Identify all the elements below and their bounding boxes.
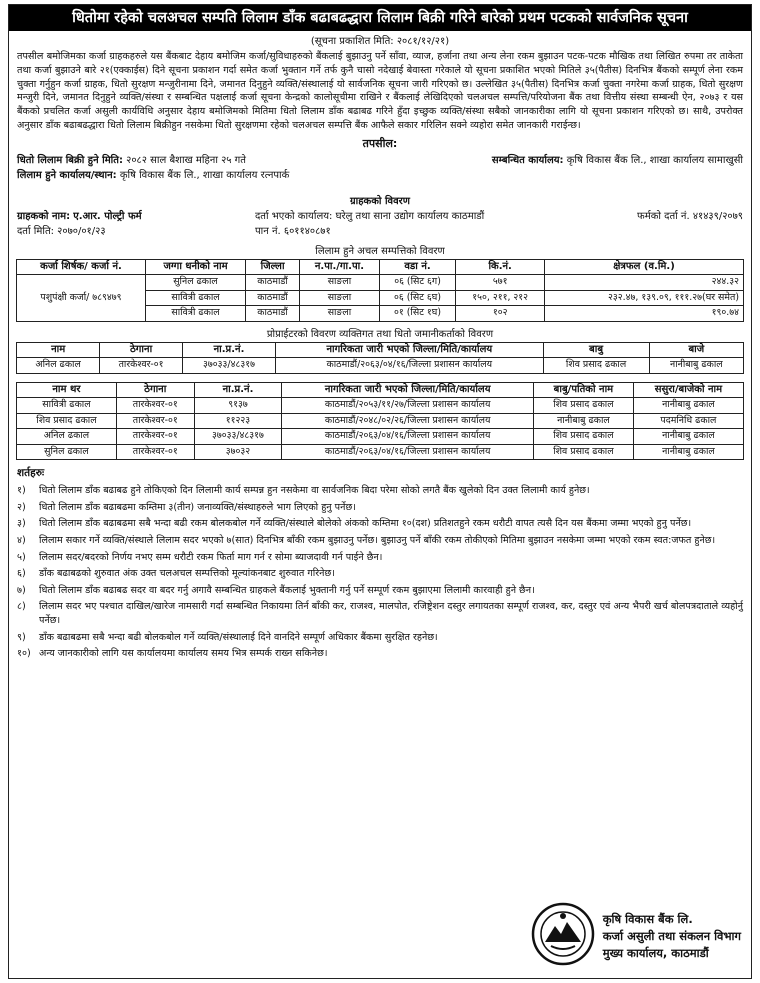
footer-signature bbox=[531, 902, 741, 970]
table-cell: काठमाडौं/२०६३/०४/१६/जिल्ला प्रशासन कार्यालय bbox=[282, 444, 534, 460]
bank-logo-icon bbox=[531, 902, 595, 970]
publication-date: (सूचना प्रकाशित मिति: २०८१/१२/२१) bbox=[310, 36, 450, 47]
term-number: ८) bbox=[17, 601, 26, 613]
property-header: क्षेत्रफल (व.मि.) bbox=[545, 259, 744, 275]
auction-place-label: लिलाम हुने कार्यालय/स्थान: bbox=[17, 169, 117, 181]
table-row bbox=[17, 444, 744, 460]
term-item bbox=[17, 534, 743, 548]
term-text: धितो लिलाम डाँक बढाबढमा सबै भन्दा बढी रकम बोलकबोल गर्ने व्यक्ति/संस्थाले बोलेको अंकको कम्तिमा १०(दश) प्रतिशतहुने रकम धरौटी वापत त्यसै दिन यस बैंकमा जम्मा भएको हुनु पर्नेछ। bbox=[39, 518, 692, 530]
table-cell: ०१ (सिट १घ) bbox=[379, 306, 456, 322]
loan-title-cell: पशुपंक्षी कर्जा/ ७८९४७९ bbox=[17, 275, 146, 322]
table-cell: तारकेश्वर-०१ bbox=[116, 398, 194, 414]
term-text: डाँक बढाबढमा सबै भन्दा बढी बोलकबोल गर्ने व्यक्ति/संस्थालाई दिने वानदिने सम्पूर्ण अधिकार बैंकमा सुरक्षित रहनेछ। bbox=[39, 631, 438, 643]
table-cell: नानीबाबु ढकाल bbox=[633, 429, 743, 445]
table-cell: ५७१ bbox=[456, 275, 545, 291]
table-cell: सुनिल ढकाल bbox=[17, 444, 117, 460]
property-header: जिल्ला bbox=[246, 259, 300, 275]
proprietor-header: नाम bbox=[17, 342, 100, 358]
term-text: धितो लिलाम डाँक बढाबढ सदर वा बदर गर्नु अगावै सम्बन्धित ग्राहकले बैंकलाई भुक्तानी गर्नु पर्ने सम्पूर्ण रकम बुझाएमा लिलामी कारवाही हुने छैन। bbox=[39, 584, 535, 596]
borrower-firm-reg-no: फर्मको दर्ता नं. ४१४३९/२०७९ bbox=[637, 210, 743, 222]
term-number: ९) bbox=[17, 631, 26, 643]
term-text: लिलाम सदर भए पश्चात दाखिल/खारेज नामसारी गर्दा सम्बन्धित निकायमा तिर्न बाँकी कर, राजश्व, मालपोत, रजिष्ट्रेशन दस्तुर लगायतका सम्पूर्ण राजश्व, कर, दस्तुर एवं अन्य भैपरी खर्च बोलपत्रदाताले व्यहोर्नु पर्नेछ। bbox=[39, 601, 743, 627]
tapasil-heading: तपसील: bbox=[362, 136, 398, 150]
table-cell: शिव प्रसाद ढकाल bbox=[543, 358, 649, 374]
term-number: ४) bbox=[17, 535, 26, 547]
property-header: कर्जा शिर्षक/ कर्जा नं. bbox=[17, 259, 146, 275]
proprietor-header: ठेगाना bbox=[100, 342, 183, 358]
proprietor-header: बाबु bbox=[543, 342, 649, 358]
sale-info-row bbox=[9, 153, 751, 168]
term-item bbox=[17, 567, 743, 581]
table-cell: अनिल ढकाल bbox=[17, 358, 100, 374]
table-cell: शिव प्रसाद ढकाल bbox=[17, 413, 117, 429]
term-text: लिलाम सकार गर्ने व्यक्ति/संस्थाले लिलाम सदर भएको ७(सात) दिनभित्र बाँकी रकम बुझाउनु पर्नेछ। बुझाउनु पर्ने बाँकी रकम तोकीएको मितिमा बुझाउन नसकेमा जम्मा भएको रकम स्वत:जफत हुनेछ। bbox=[39, 535, 716, 547]
borrower-reg-date: दर्ता मिति: २०७०/०१/२३ bbox=[17, 225, 106, 237]
auction-place-row bbox=[9, 168, 751, 183]
guarantor-table bbox=[16, 382, 744, 461]
property-header: न.पा./गा.पा. bbox=[300, 259, 380, 275]
term-item bbox=[17, 631, 743, 645]
term-item bbox=[17, 551, 743, 565]
term-number: ५) bbox=[17, 551, 26, 563]
table-cell: तारकेश्वर-०१ bbox=[116, 429, 194, 445]
term-number: १०) bbox=[17, 648, 31, 660]
table-cell: १०२ bbox=[456, 306, 545, 322]
term-number: ३) bbox=[17, 518, 26, 530]
table-row bbox=[17, 275, 744, 291]
table-cell: नानीबाबु ढकाल bbox=[533, 413, 633, 429]
proprietor-heading: प्रोप्राईटरको विवरण व्यक्तिगत तथा धितो जमानीकर्ताको विवरण bbox=[266, 328, 494, 340]
related-office-label: सम्बन्धित कार्यालय: bbox=[491, 154, 564, 166]
property-header: वडा नं. bbox=[379, 259, 456, 275]
table-cell: काठमाडौं bbox=[246, 275, 300, 291]
term-text: धितो लिलाम डाँक बढाबढमा कम्तिमा ३(तीन) जनाव्यक्ति/संस्थाहरुले भाग लिएको हुनु पर्नेछ। bbox=[39, 501, 356, 513]
table-cell: सावित्री ढकाल bbox=[146, 290, 246, 306]
table-row bbox=[17, 429, 744, 445]
notice-page bbox=[8, 4, 752, 979]
table-cell: ३७०३३/४८३१७ bbox=[182, 358, 275, 374]
property-table bbox=[16, 259, 744, 322]
table-cell: तारकेश्वर-०१ bbox=[100, 358, 183, 374]
table-cell: सावित्री ढकाल bbox=[17, 398, 117, 414]
proprietor-header: बाजे bbox=[649, 342, 743, 358]
term-number: १) bbox=[17, 485, 26, 497]
proprietor-header: नागरिकता जारी भएको जिल्ला/मिति/कार्यालय bbox=[276, 342, 543, 358]
footer-bank-name: कृषि विकास बैंक लि. bbox=[602, 911, 693, 926]
borrower-pan: पान नं. ६०११४०८७१ bbox=[255, 225, 331, 237]
guarantor-header: नाम थर bbox=[17, 382, 117, 398]
table-cell: शिव प्रसाद ढकाल bbox=[533, 444, 633, 460]
table-cell: तारकेश्वर-०१ bbox=[116, 413, 194, 429]
table-cell: काठमाडौं/२०४८/०२/२६/जिल्ला प्रशासन कार्यालय bbox=[282, 413, 534, 429]
table-cell: तारकेश्वर-०१ bbox=[116, 444, 194, 460]
table-cell: काठमाडौं/२०६३/०४/१६/जिल्ला प्रशासन कार्यालय bbox=[282, 429, 534, 445]
guarantor-header: ठेगाना bbox=[116, 382, 194, 398]
borrower-name-value: ए.आर. पोल्ट्री फर्म bbox=[73, 210, 142, 222]
table-cell: पदमनिधि ढकाल bbox=[633, 413, 743, 429]
sale-date-value: २०८२ साल बैशाख महिना २५ गते bbox=[126, 154, 247, 166]
term-number: ७) bbox=[17, 584, 26, 596]
borrower-reg-office: दर्ता भएको कार्यालय: घरेलु तथा साना उद्योग कार्यालय काठमाडौं bbox=[255, 210, 485, 222]
table-cell: शिव प्रसाद ढकाल bbox=[533, 429, 633, 445]
term-number: २) bbox=[17, 501, 26, 513]
table-cell: १९०.७४ bbox=[545, 306, 744, 322]
borrower-name-label: ग्राहकको नाम: bbox=[17, 210, 71, 222]
table-row bbox=[17, 398, 744, 414]
guarantor-header: ना.प्र.नं. bbox=[194, 382, 282, 398]
property-header: जग्गा धनीको नाम bbox=[146, 259, 246, 275]
table-cell: अनिल ढकाल bbox=[17, 429, 117, 445]
term-text: डाँक बढाबढको शुरुवात अंक उक्त चलअचल सम्पत्तिको मूल्यांकनबाट शुरुवात गरिनेछ। bbox=[39, 568, 335, 580]
table-cell: २३२.४७, १३९.०९, १११.२७(घर समेत) bbox=[545, 290, 744, 306]
term-text: धितो लिलाम डाँक बढाबढ हुने तोकिएको दिन लिलामी कार्य सम्पन्न हुन नसकेमा वा सार्वजनिक बिदा परेमा सोको लगतै बैंक खुलेको दिन उक्त लिलामी कार्य हुनेछ। bbox=[39, 485, 590, 497]
table-cell: नानीबाबु ढकाल bbox=[649, 358, 743, 374]
term-item bbox=[17, 501, 743, 515]
table-cell: ११२२३ bbox=[194, 413, 282, 429]
table-cell: साङला bbox=[300, 290, 380, 306]
term-item bbox=[17, 647, 743, 661]
table-cell: २४४.३२ bbox=[545, 275, 744, 291]
borrower-details bbox=[9, 209, 751, 239]
term-item bbox=[17, 600, 743, 627]
term-number: ६) bbox=[17, 568, 26, 580]
table-cell: साङला bbox=[300, 306, 380, 322]
table-cell: काठमाडौं bbox=[246, 290, 300, 306]
sale-date-label: धितो लिलाम बिक्री हुने मिति: bbox=[17, 154, 123, 166]
table-cell: शिव प्रसाद ढकाल bbox=[533, 398, 633, 414]
guarantor-header-row bbox=[17, 382, 744, 398]
table-cell: साङला bbox=[300, 275, 380, 291]
proprietor-header-row bbox=[17, 342, 744, 358]
footer-office: मुख्य कार्यालय, काठमाडौं bbox=[602, 945, 709, 960]
table-cell: ९१३७ bbox=[194, 398, 282, 414]
footer-department: कर्जा असुली तथा संकलन विभाग bbox=[602, 928, 741, 943]
table-cell: काठमाडौं bbox=[246, 306, 300, 322]
terms-heading: शर्तहरुः bbox=[17, 467, 45, 480]
proprietor-header: ना.प्र.नं. bbox=[182, 342, 275, 358]
table-cell: सुनिल ढकाल bbox=[146, 275, 246, 291]
terms-section bbox=[9, 466, 751, 661]
borrower-heading: ग्राहकको विवरण bbox=[349, 195, 410, 207]
term-text: अन्य जानकारीको लागि यस कार्यालयमा कार्यालय समय भित्र सम्पर्क राख्न सकिनेछ। bbox=[39, 648, 328, 660]
table-cell: ०६ (सिट ६ग) bbox=[379, 275, 456, 291]
notice-headline: धितोमा रहेको चलअचल सम्पति लिलाम डाँक बढाबढद्धारा लिलाम बिक्री गरिने बारेको प्रथम पटकको सार्वजनिक सूचना bbox=[9, 5, 751, 31]
auction-place-value: कृषि विकास बैंक लि., शाखा कार्यालय रत्नपार्क bbox=[119, 169, 290, 181]
table-row bbox=[17, 413, 744, 429]
table-row bbox=[17, 358, 744, 374]
related-office-value: कृषि विकास बैंक लि., शाखा कार्यालय सामाखुसी bbox=[566, 154, 743, 166]
guarantor-header: नागरिकता जारी भएको जिल्ला/मिति/कार्यालय bbox=[282, 382, 534, 398]
table-cell: ३७०३३/४८३१७ bbox=[194, 429, 282, 445]
table-cell: नानीबाबु ढकाल bbox=[633, 444, 743, 460]
notice-body: तपसील बमोजिमका कर्जा ग्राहकहरुले यस बैंकबाट देहाय बमोजिम कर्जा/सुविधाहरुको बैंकलाई बुझाउनु पर्ने साँवा, व्याज, हर्जाना तथा अन्य लेना रकम बुझाउन पटक-पटक मौखिक तथा लिखित रुपमा तर ताकेता तथा कर्जा बुझाउने बारे २१(एक्काईस) दिने सूचना प्रकाशन गर्दा समेत कर्जा भुक्तान गर्ने तर्फ कुनै चासो नदेखाई बेवास्ता गरेकाले यो सूचना प्रकाशित भएको मितिले ३५(पैतीस) दिनभित्र बैंकको सम्पूर्ण लेना रकम चुक्ता गर्नुहुन कर्जा ग्राहक, धितो सुरक्षण मन्जुरीनामा दिने, जमानत दिनुहुने व्यक्ति/संस्थालाई यो सार्वजनिक सूचना जारी गरिएको छ। उल्लेखित ३५(पैतीस) दिनभित्र कर्जा चुक्ता नगरेमा कर्जा ग्राहक, धितो सुरक्षण मन्जुरी दिने, जमानत दिनुहुने व्यक्ति/संस्था र सम्बन्धित पक्षलाई कर्जा सूचना केन्द्रको कालोसूचीमा राखिने र बैंकलाई लेखिदिएको चलअचल सम्पत्ति/परियोजना बैंक तथा वित्तीय संस्था सम्बन्धी ऐन, २०७३ र यस बैंकको प्रचलित कर्जा असुली कार्यविधि अनुसार देहाय बमोजिमको मितिमा धितो लिलाम डाँक बढाबढ गरिने हुँदा इच्छुक व्यक्ति/संस्था सबैको जानकारीका लागि यो सूचना प्रकाशन गरिएको छ। साथै, उपरोक्त अनुसार डाँक बढाबढद्धारा धितो लिलाम बिक्रीहुन नसकेमा धितो सुरक्षणमा रहेको चलअचल सम्पत्ति बैंक आफैले सकार गरिलिन सक्ने व्यहोरा समेत जानकारी गराईन्छ। bbox=[17, 51, 744, 131]
term-text: लिलाम सदर/बदरको निर्णय नभए सम्म धरौटी रकम फिर्ता माग गर्न र सोमा ब्याजदावी गर्न पाईने छैन। bbox=[39, 551, 383, 563]
term-item bbox=[17, 584, 743, 598]
table-cell: १५०, २११, २१२ bbox=[456, 290, 545, 306]
property-header-row bbox=[17, 259, 744, 275]
term-item bbox=[17, 517, 743, 531]
table-cell: नानीबाबु ढकाल bbox=[633, 398, 743, 414]
proprietor-table bbox=[16, 342, 744, 374]
table-cell: काठमाडौं/२०५३/११/२७/जिल्ला प्रशासन कार्यालय bbox=[282, 398, 534, 414]
property-heading: लिलाम हुने अचल सम्पत्तिको विवरण bbox=[315, 245, 445, 257]
table-cell: ३७०३२ bbox=[194, 444, 282, 460]
table-cell: ०६ (सिट ६घ) bbox=[379, 290, 456, 306]
guarantor-header: ससुरा/बाजेको नाम bbox=[633, 382, 743, 398]
guarantor-header: बाबु/पतिको नाम bbox=[533, 382, 633, 398]
table-cell: काठमाडौं/२०६३/०४/१६/जिल्ला प्रशासन कार्यालय bbox=[276, 358, 543, 374]
property-header: कि.नं. bbox=[456, 259, 545, 275]
term-item bbox=[17, 484, 743, 498]
table-cell: सावित्री ढकाल bbox=[146, 306, 246, 322]
